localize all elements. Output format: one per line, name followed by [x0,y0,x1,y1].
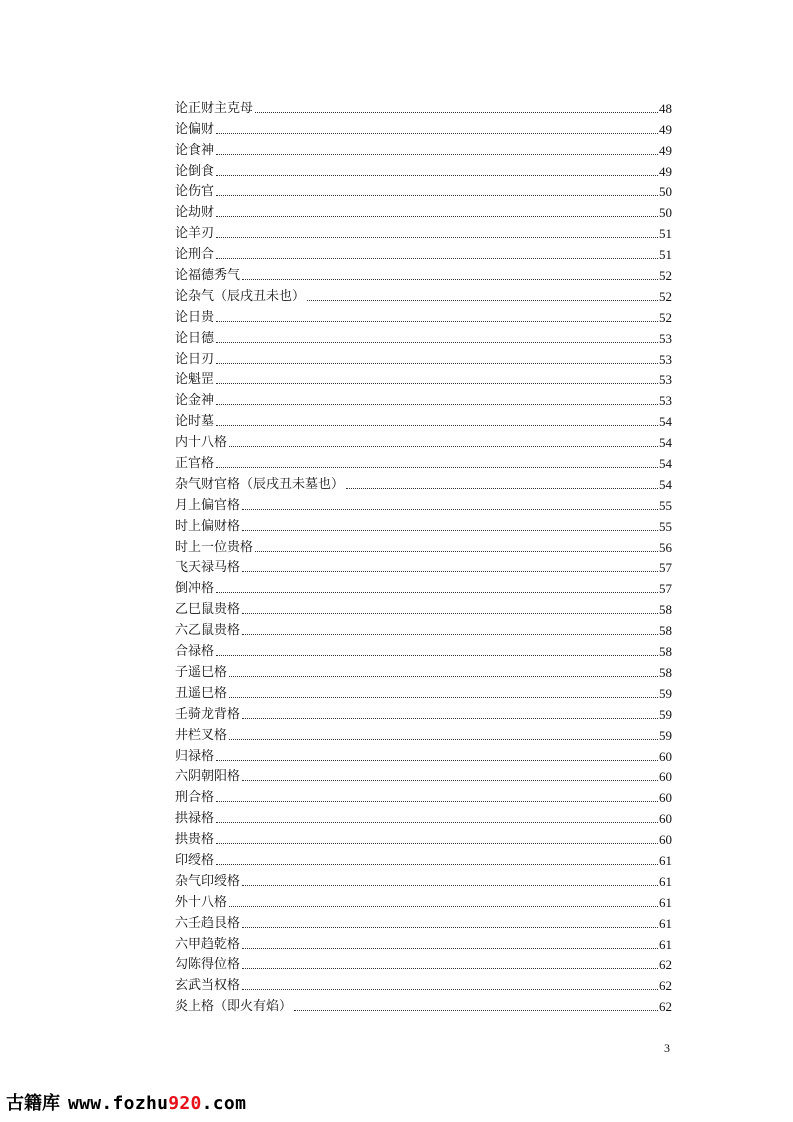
toc-entry[interactable] [175,869,672,890]
toc-dot-leader [216,257,658,259]
toc-entry[interactable] [175,911,672,932]
toc-entry[interactable] [175,785,672,806]
page-number: 3 [664,1041,670,1055]
toc-entry-title: 勾陈得位格 [175,957,241,973]
toc-entry[interactable] [175,994,672,1015]
toc-dot-leader [216,842,658,844]
toc-entry-page: 54 [659,435,672,451]
toc-dot-leader [216,153,658,155]
toc-entry-title: 杂气印绶格 [175,873,241,889]
url-prefix: www.fozhu [68,1093,169,1114]
toc-dot-leader [242,612,658,614]
toc-entry-title: 井栏叉格 [175,727,228,743]
toc-entry-page: 57 [659,560,672,576]
toc-entry[interactable] [175,326,672,347]
toc-entry-title: 论食神 [175,142,215,158]
footer-watermark [6,1089,246,1115]
brand-url [68,1093,246,1114]
toc-entry-page: 58 [659,602,672,618]
toc-dot-leader [346,487,658,489]
toc-entry[interactable] [175,221,672,242]
toc-entry-title: 论刑合 [175,247,215,263]
toc-entry-title: 归禄格 [175,748,215,764]
toc-entry-page: 57 [659,581,672,597]
toc-entry[interactable] [175,618,672,639]
toc-entry-page: 60 [659,748,672,764]
toc-entry-page: 60 [659,769,672,785]
toc-entry[interactable] [175,451,672,472]
toc-dot-leader [216,424,658,426]
toc-dot-leader [216,341,658,343]
toc-entry-page: 54 [659,476,672,492]
toc-dot-leader [242,278,658,280]
toc-entry-title: 论偏财 [175,121,215,137]
toc-entry-title: 丑遥巳格 [175,685,228,701]
toc-entry-page: 59 [659,706,672,722]
toc-entry[interactable] [175,806,672,827]
toc-dot-leader [216,403,658,405]
toc-dot-leader [242,633,658,635]
toc-entry-page: 54 [659,456,672,472]
toc-entry-page: 52 [659,309,672,325]
toc-entry-title: 论福德秀气 [175,268,241,284]
toc-entry-page: 61 [659,873,672,889]
toc-entry[interactable] [175,890,672,911]
toc-entry[interactable] [175,953,672,974]
toc-entry-title: 内十八格 [175,435,228,451]
toc-entry-title: 论伤官 [175,184,215,200]
toc-dot-leader [294,1009,658,1011]
toc-dot-leader [216,236,658,238]
toc-entry-page: 62 [659,999,672,1015]
toc-entry[interactable] [175,848,672,869]
toc-dot-leader [216,215,658,217]
toc-dot-leader [216,132,658,134]
toc-entry-page: 49 [659,163,672,179]
toc-dot-leader [255,550,658,552]
toc-entry-title: 论羊刃 [175,226,215,242]
toc-entry[interactable] [175,263,672,284]
toc-entry-page: 55 [659,518,672,534]
toc-entry-title: 子遥巳格 [175,664,228,680]
toc-entry-title: 倒冲格 [175,581,215,597]
toc-entry[interactable] [175,388,672,409]
toc-dot-leader [216,759,658,761]
toc-entry-title: 拱贵格 [175,832,215,848]
toc-entry-page: 62 [659,978,672,994]
toc-entry-title: 论劫财 [175,205,215,221]
toc-entry[interactable] [175,138,672,159]
toc-entry[interactable] [175,576,672,597]
toc-entry[interactable] [175,493,672,514]
toc-dot-leader [216,320,658,322]
toc-dot-leader [229,696,658,698]
toc-entry-page: 56 [659,539,672,555]
toc-dot-leader [216,821,658,823]
toc-dot-leader [229,445,658,447]
toc-entry-page: 58 [659,664,672,680]
toc-entry[interactable] [175,744,672,765]
toc-entry-page: 54 [659,414,672,430]
toc-entry[interactable] [175,159,672,180]
toc-entry-title: 六壬趋艮格 [175,915,241,931]
toc-entry-page: 62 [659,957,672,973]
toc-entry[interactable] [175,117,672,138]
toc-entry-page: 52 [659,268,672,284]
toc-entry-page: 59 [659,685,672,701]
toc-dot-leader [242,717,658,719]
toc-dot-leader [216,194,658,196]
toc-entry-page: 61 [659,915,672,931]
toc-dot-leader [255,111,658,113]
toc-entry[interactable] [175,96,672,117]
toc-entry-title: 论正财主克母 [175,100,254,116]
toc-entry-page: 48 [659,100,672,116]
toc-dot-leader [229,905,658,907]
toc-entry-page: 51 [659,226,672,242]
toc-entry-title: 论日刃 [175,351,215,367]
url-suffix: .com [201,1093,247,1114]
toc-entry-title: 正官格 [175,456,215,472]
toc-entry[interactable] [175,660,672,681]
toc-dot-leader [242,779,658,781]
toc-entry[interactable] [175,347,672,368]
toc-dot-leader [242,570,658,572]
toc-entry-title: 玄武当权格 [175,978,241,994]
toc-dot-leader [229,675,658,677]
toc-entry-title: 六甲趋乾格 [175,936,241,952]
toc-entry-title: 壬骑龙背格 [175,706,241,722]
toc-entry-page: 52 [659,288,672,304]
toc-dot-leader [216,591,658,593]
toc-entry-page: 61 [659,894,672,910]
toc-dot-leader [216,863,658,865]
toc-entry[interactable] [175,409,672,430]
toc-entry-title: 论金神 [175,393,215,409]
toc-dot-leader [216,362,658,364]
toc-entry[interactable] [175,723,672,744]
toc-entry-page: 50 [659,184,672,200]
toc-entry-title: 论日德 [175,330,215,346]
toc-entry[interactable] [175,472,672,493]
toc-entry-title: 炎上格（即火有焰） [175,999,293,1015]
toc-entry[interactable] [175,305,672,326]
toc-entry[interactable] [175,284,672,305]
toc-entry[interactable] [175,368,672,389]
toc-entry[interactable] [175,681,672,702]
toc-entry[interactable] [175,242,672,263]
toc-dot-leader [242,988,658,990]
toc-dot-leader [242,967,658,969]
toc-entry-title: 合禄格 [175,644,215,660]
toc-entry[interactable] [175,932,672,953]
toc-entry-page: 49 [659,142,672,158]
toc-entry-page: 60 [659,832,672,848]
toc-entry-title: 论时墓 [175,414,215,430]
brand-name: 古籍库 [6,1093,60,1114]
toc-entry-page: 60 [659,811,672,827]
toc-entry-page: 59 [659,727,672,743]
toc-entry[interactable] [175,514,672,535]
toc-entry[interactable] [175,827,672,848]
toc-entry-page: 53 [659,351,672,367]
toc-entry-page: 61 [659,852,672,868]
toc-dot-leader [216,466,658,468]
toc-entry-page: 55 [659,497,672,513]
toc-entry-page: 58 [659,644,672,660]
toc-entry-page: 50 [659,205,672,221]
toc-entry-page: 58 [659,623,672,639]
toc-dot-leader [229,738,658,740]
url-number: 920 [168,1093,202,1114]
toc-entry-page: 60 [659,790,672,806]
toc-dot-leader [216,382,658,384]
toc-dot-leader [216,174,658,176]
toc-dot-leader [242,884,658,886]
toc-dot-leader [242,508,658,510]
toc-entry-title: 六阴朝阳格 [175,769,241,785]
toc-entry-page: 53 [659,393,672,409]
toc-dot-leader [242,529,658,531]
toc-entry-title: 外十八格 [175,894,228,910]
toc-entry[interactable] [175,535,672,556]
toc-entry-page: 49 [659,121,672,137]
toc-entry[interactable] [175,180,672,201]
toc-entry-title: 印绶格 [175,852,215,868]
toc-entry-title: 月上偏官格 [175,497,241,513]
toc-entry-page: 61 [659,936,672,952]
toc-entry[interactable] [175,556,672,577]
toc-dot-leader [307,299,658,301]
toc-entry[interactable] [175,973,672,994]
toc-dot-leader [242,926,658,928]
toc-entry[interactable] [175,430,672,451]
toc-entry[interactable] [175,765,672,786]
toc-entry-page: 53 [659,372,672,388]
toc-entry[interactable] [175,200,672,221]
toc-entry-title: 刑合格 [175,790,215,806]
toc-entry-title: 论杂气（辰戌丑未也） [175,288,306,304]
toc-entry-title: 时上偏财格 [175,518,241,534]
toc-entry[interactable] [175,639,672,660]
toc-dot-leader [216,654,658,656]
toc-entry-title: 论倒食 [175,163,215,179]
toc-entry-title: 六乙鼠贵格 [175,623,241,639]
toc-entry-page: 53 [659,330,672,346]
toc-entry[interactable] [175,597,672,618]
toc-entry-title: 杂气财官格（辰戌丑未墓也） [175,476,345,492]
toc-entry[interactable] [175,702,672,723]
toc-entry-title: 论魁罡 [175,372,215,388]
toc-dot-leader [216,800,658,802]
toc-entry-title: 飞天禄马格 [175,560,241,576]
toc-entry-title: 论日贵 [175,309,215,325]
table-of-contents [175,96,672,1015]
toc-entry-page: 51 [659,247,672,263]
toc-dot-leader [242,947,658,949]
toc-entry-title: 时上一位贵格 [175,539,254,555]
toc-entry-title: 乙巳鼠贵格 [175,602,241,618]
toc-entry-title: 拱禄格 [175,811,215,827]
